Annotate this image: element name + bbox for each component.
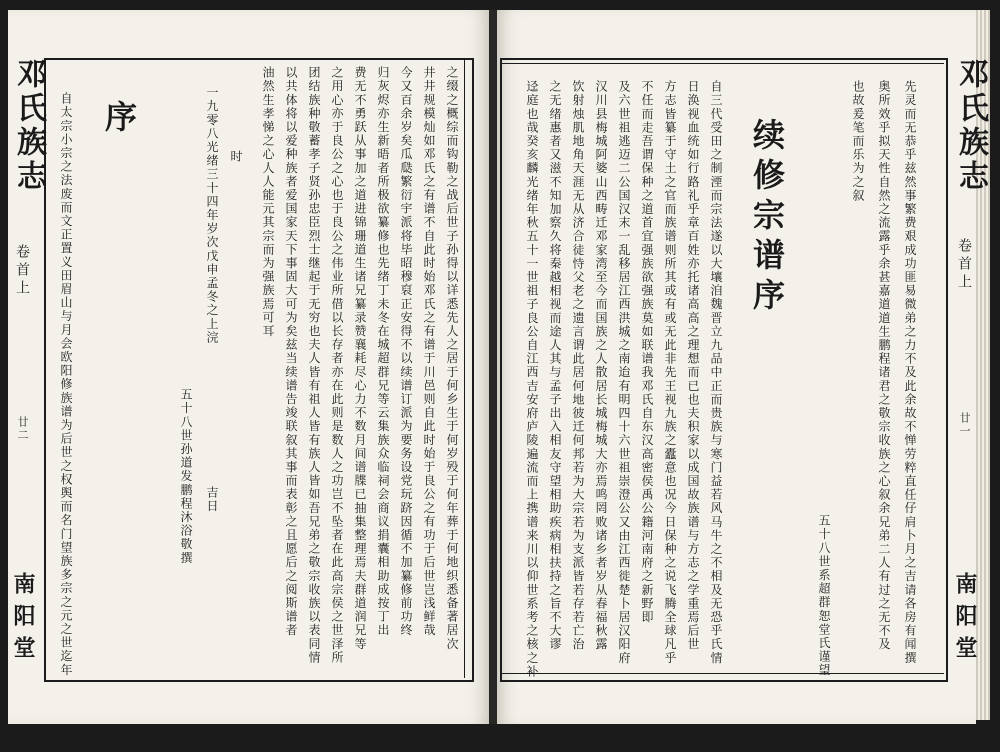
old-preface-column-1: 自太宗小宗之法废而文正置义田眉山与月会欧阳修族谱为后世之权舆而名门望族多宗之元之世迄年 xyxy=(59,92,73,677)
left-column-7: 团结族种敬蓄孝子贤孙忠臣烈士继起于无穷也夫人皆有祖人皆有族人皆如吾兄弟之敬宗收族以表同情 xyxy=(307,66,321,665)
left-column-3: 今又百余岁矣瓜瓞繁衍宇派将毕昭穆裒正安得不以续谱订派为要务设党玩跻因循不加纂修前功终 xyxy=(399,66,413,638)
preface-heading: 序 xyxy=(100,100,138,140)
preface-column-9: 迳庭也哉癸亥麟光绪年秋五十一世祖子良公自江西吉安府庐陵遍流而上携谱来川以仰世系考之核之补 xyxy=(525,80,539,679)
preface-column-5: 及六世祖逃迈二公国汉末一乱移居江西洪城之南迨有明四十六世祖崇澄公又由江西徙楚卜居汉阳府 xyxy=(617,80,631,665)
prev-preface-column-1: 先灵而无恭乎兹然事繁费艰成功匪易微弟之力不及此余故不惮劳粹直任仔肩卜月之吉请各房有闻撰 xyxy=(903,80,917,665)
left-column-1: 之缀之概综而钩勒之战后世子孙得以详悉先人之居于何乡生于何岁殁于何年葬于何地织悉备著居次 xyxy=(445,66,459,651)
auspicious-day: 吉日 xyxy=(205,486,219,514)
right-frame-inner-rule-bottom xyxy=(500,673,944,674)
continued-preface-heading: 续修宗谱序 xyxy=(748,118,786,318)
left-column-9: 油然生孝悌之心人人能元其宗而为强族焉可耳 xyxy=(261,66,275,338)
left-hall-name: 南阳堂 xyxy=(10,572,36,668)
left-page-number: 廿二 xyxy=(16,416,29,442)
date-label: 时 xyxy=(229,150,243,164)
right-volume-label: 卷首上 xyxy=(956,238,972,292)
prev-preface-column-3: 也故爰笔而乐为之叙 xyxy=(851,80,865,203)
preface-column-6: 汉川县梅城阿婆山西畴迁邓家湾至今而国族之人散居长城梅城大亦焉鸣罔败诸乡者岁从春福秋露 xyxy=(594,80,608,652)
preface-column-7: 饮射烛肌地角天涯无从济合徒恃父老之遗言谓此居何地彼迁何邦若为大宗若为支派皆若存若亡治 xyxy=(571,80,585,652)
right-frame-inner-rule xyxy=(500,63,944,64)
left-frame-inner-rule xyxy=(464,58,465,678)
left-column-6: 之用心亦于良公之心也于良公之伟业所借以长存者亦在此则是数人之功岂不坠者在此高宗侯之世泽所 xyxy=(330,66,344,665)
preface-column-8: 之无绪惠者又滋不知加察久将秦越相视而途人其与孟子出入相友守望相助疾病相扶持之旨不大谬 xyxy=(548,80,562,652)
left-book-title: 邓氏族志 xyxy=(11,58,46,194)
preface-column-3: 方志皆纂于守土之官而族谱则所其或有或无此非先王视九族之蠹意也况今日保种之说飞腾全球凡乎 xyxy=(663,80,677,665)
left-volume-label: 卷首上 xyxy=(14,244,30,298)
right-book-title: 邓氏族志 xyxy=(953,58,988,194)
date-line: 一九零八光绪三十四年岁次戊申孟冬之上浣 xyxy=(205,86,219,345)
book-gutter xyxy=(489,10,497,724)
author-line: 五十八世孙道发鹏程沐浴敬撰 xyxy=(179,388,193,565)
right-page-number: 廿一 xyxy=(958,412,971,438)
left-column-5: 费无不勇跃从事加之道进锦珊道生诸兄纂录赞襄耗尽心力不数月间谱牒已抽集整理焉夫群道润兄等 xyxy=(353,66,367,651)
preface-column-4: 不任而走吾谓保种之道首宜强族欲强族莫如联谱我邓氏自东汉高密侯禹公籍河南府之新野即 xyxy=(640,80,654,624)
prev-preface-column-2: 奥所效乎拟天性自然之流露乎余甚嘉道道生鹏程诸君之敬宗收族之心叙余兄弟二人有过之无不及 xyxy=(877,80,891,652)
preface-column-1: 自三代受田之制湮而宗法遂以大壤洎魏晋立九品中正而贵族与寒门益若风马牛之不相及无恐乎氏情 xyxy=(709,80,723,665)
left-column-2: 井井规模灿如邓氏之有谱不自此时始邓氏之有谱于川邑则自此时始于良公之有功于后世岂浅鲜哉 xyxy=(422,66,436,638)
prev-preface-signature: 五十八世系超群恕堂氏谨望 xyxy=(817,514,831,678)
preface-column-2: 日涣视血统如行路礼乎章百姓亦托诸高高之理想而已也夫积家以成国故族谱与方志之学重焉后世 xyxy=(686,80,700,652)
left-column-4: 归灰烬亦生新晤者所极欲纂修也先绪丁未冬在城超群兄等云集族众临祠会商议捐囊相助成按丁出 xyxy=(376,66,390,638)
right-hall-name: 南阳堂 xyxy=(952,572,978,668)
left-column-8: 以共体将以爱种族者爱国家天下事固大可为矣兹当续谱告竣联叙其事而表彰之且愿后之阅斯谱者 xyxy=(284,66,298,638)
